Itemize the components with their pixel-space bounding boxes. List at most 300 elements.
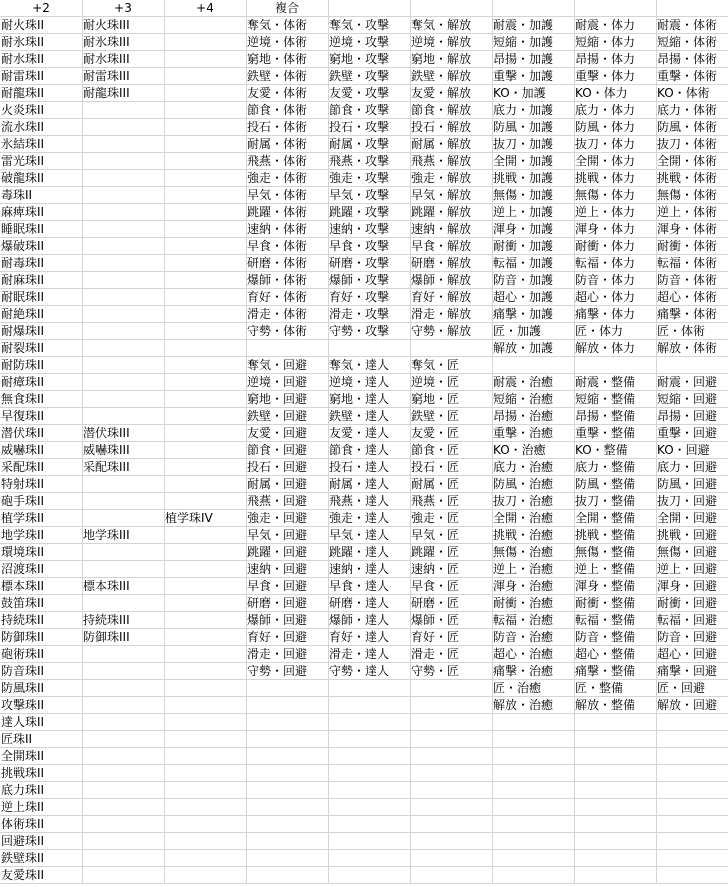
table-cell[interactable]: 爆師・攻撃 <box>329 273 390 287</box>
table-cell[interactable] <box>164 357 246 374</box>
table-cell[interactable] <box>328 748 410 765</box>
table-cell[interactable] <box>492 782 574 799</box>
table-cell[interactable] <box>82 187 164 204</box>
table-cell[interactable]: 昂揚・整備 <box>575 409 636 423</box>
table-cell[interactable]: 短縮・体術 <box>657 35 718 49</box>
table-cell[interactable]: 昂揚・体力 <box>575 52 636 66</box>
table-cell[interactable] <box>82 221 164 238</box>
table-cell[interactable]: 逆上・加護 <box>493 205 554 219</box>
table-cell[interactable]: KO・体力 <box>575 86 628 100</box>
table-cell[interactable] <box>492 799 574 816</box>
table-cell[interactable]: 耐眠珠II <box>1 290 45 304</box>
table-cell[interactable]: 窮地・体術 <box>247 52 308 66</box>
table-cell[interactable] <box>82 476 164 493</box>
table-cell[interactable] <box>492 867 574 884</box>
table-cell[interactable]: 守勢・達人 <box>329 664 390 678</box>
table-cell[interactable]: 挑戦・体力 <box>575 171 636 185</box>
table-cell[interactable] <box>328 680 410 697</box>
table-cell[interactable] <box>82 561 164 578</box>
table-cell[interactable] <box>82 663 164 680</box>
table-cell[interactable]: 速納・解放 <box>411 222 472 236</box>
table-cell[interactable] <box>656 816 728 833</box>
table-cell[interactable]: 耐麻珠II <box>1 273 45 287</box>
table-cell[interactable] <box>246 867 328 884</box>
table-cell[interactable]: 投石・回避 <box>247 460 308 474</box>
table-cell[interactable]: 窮地・達人 <box>329 392 390 406</box>
table-cell[interactable]: 節食・回避 <box>247 443 308 457</box>
table-cell[interactable] <box>410 731 492 748</box>
table-cell[interactable]: 痛撃・整備 <box>575 664 636 678</box>
table-cell[interactable]: 守勢・回避 <box>247 664 308 678</box>
table-cell[interactable]: 守勢・解放 <box>411 324 472 338</box>
table-cell[interactable]: 跳躍・匠 <box>411 545 460 559</box>
table-cell[interactable] <box>410 748 492 765</box>
table-cell[interactable] <box>164 544 246 561</box>
table-cell[interactable]: 解放・体力 <box>575 341 636 355</box>
table-cell[interactable] <box>246 697 328 714</box>
table-cell[interactable]: 環境珠II <box>1 545 45 559</box>
table-cell[interactable] <box>164 595 246 612</box>
table-cell[interactable] <box>328 867 410 884</box>
table-cell[interactable] <box>164 221 246 238</box>
table-cell[interactable] <box>82 714 164 731</box>
table-cell[interactable]: 短縮・治癒 <box>493 392 554 406</box>
table-cell[interactable]: 速納・匠 <box>411 562 460 576</box>
table-cell[interactable]: 痛撃・加護 <box>493 307 554 321</box>
table-cell[interactable]: 奪気・体術 <box>247 18 308 32</box>
table-cell[interactable]: KO・回避 <box>657 443 710 457</box>
table-cell[interactable] <box>164 323 246 340</box>
table-cell[interactable]: 解放・回避 <box>657 698 718 712</box>
table-cell[interactable]: 育好・回避 <box>247 630 308 644</box>
table-cell[interactable]: 研磨・回避 <box>247 596 308 610</box>
table-cell[interactable] <box>164 204 246 221</box>
header-cell[interactable]: +2 <box>32 1 50 15</box>
table-cell[interactable]: 爆師・回避 <box>247 613 308 627</box>
table-cell[interactable]: 耐震・回避 <box>657 375 718 389</box>
table-cell[interactable]: 跳躍・回避 <box>247 545 308 559</box>
table-cell[interactable] <box>246 748 328 765</box>
table-cell[interactable]: 逆境・回避 <box>247 375 308 389</box>
table-cell[interactable]: 重撃・体力 <box>575 69 636 83</box>
table-cell[interactable]: 昂揚・治癒 <box>493 409 554 423</box>
table-cell[interactable]: 挑戦・体術 <box>657 171 718 185</box>
table-cell[interactable] <box>82 646 164 663</box>
table-cell[interactable] <box>574 748 656 765</box>
table-cell[interactable]: 逆上・整備 <box>575 562 636 576</box>
table-cell[interactable]: 匠・整備 <box>575 681 624 695</box>
table-cell[interactable]: 全開・体力 <box>575 154 636 168</box>
table-cell[interactable] <box>656 765 728 782</box>
table-cell[interactable] <box>246 799 328 816</box>
table-cell[interactable] <box>492 816 574 833</box>
table-cell[interactable]: 節食・体術 <box>247 103 308 117</box>
table-cell[interactable] <box>492 833 574 850</box>
table-cell[interactable]: 耐龍珠II <box>1 86 45 100</box>
header-cell[interactable] <box>492 0 574 17</box>
table-cell[interactable]: 短縮・回避 <box>657 392 718 406</box>
table-cell[interactable] <box>164 748 246 765</box>
table-cell[interactable]: 回避珠II <box>1 834 45 848</box>
table-cell[interactable] <box>328 340 410 357</box>
table-cell[interactable]: 強走・回避 <box>247 511 308 525</box>
table-cell[interactable] <box>164 850 246 867</box>
table-cell[interactable]: 耐衝・回避 <box>657 596 718 610</box>
table-cell[interactable] <box>246 782 328 799</box>
table-cell[interactable]: 沼渡珠II <box>1 562 45 576</box>
table-cell[interactable] <box>164 119 246 136</box>
table-cell[interactable]: 早気・解放 <box>411 188 472 202</box>
table-cell[interactable] <box>164 68 246 85</box>
table-cell[interactable]: 耐裂珠II <box>1 341 45 355</box>
table-cell[interactable]: 地学珠II <box>1 528 45 542</box>
table-cell[interactable]: 窮地・回避 <box>247 392 308 406</box>
table-cell[interactable]: 防御珠III <box>83 630 130 644</box>
table-cell[interactable] <box>164 425 246 442</box>
table-cell[interactable] <box>164 102 246 119</box>
table-cell[interactable]: 抜刀・整備 <box>575 494 636 508</box>
table-cell[interactable]: 転福・体力 <box>575 256 636 270</box>
table-cell[interactable]: 防音・加護 <box>493 273 554 287</box>
table-cell[interactable] <box>164 782 246 799</box>
table-cell[interactable] <box>410 816 492 833</box>
table-cell[interactable]: 防風・体力 <box>575 120 636 134</box>
table-cell[interactable]: 植学珠II <box>1 511 45 525</box>
table-cell[interactable]: 逆上・体術 <box>657 205 718 219</box>
table-cell[interactable]: 全開・体術 <box>657 154 718 168</box>
table-cell[interactable]: 研磨・匠 <box>411 596 460 610</box>
table-cell[interactable] <box>82 510 164 527</box>
table-cell[interactable]: 耐衝・治癒 <box>493 596 554 610</box>
table-cell[interactable]: 投石・体術 <box>247 120 308 134</box>
table-cell[interactable]: 痛撃・治癒 <box>493 664 554 678</box>
table-cell[interactable]: 匠珠II <box>1 732 33 746</box>
table-cell[interactable] <box>574 850 656 867</box>
table-cell[interactable] <box>574 731 656 748</box>
table-cell[interactable] <box>328 833 410 850</box>
table-cell[interactable] <box>82 731 164 748</box>
table-cell[interactable]: 耐属・匠 <box>411 477 460 491</box>
table-cell[interactable] <box>164 442 246 459</box>
table-cell[interactable]: 耐氷珠III <box>83 35 130 49</box>
table-cell[interactable]: 耐水珠II <box>1 52 45 66</box>
table-cell[interactable] <box>82 493 164 510</box>
table-cell[interactable] <box>164 765 246 782</box>
table-cell[interactable] <box>164 85 246 102</box>
table-cell[interactable]: 防風・回避 <box>657 477 718 491</box>
table-cell[interactable]: 耐属・体術 <box>247 137 308 151</box>
table-cell[interactable]: 短縮・体力 <box>575 35 636 49</box>
table-cell[interactable]: 耐爆珠II <box>1 324 45 338</box>
table-cell[interactable]: 防音・体術 <box>657 273 718 287</box>
table-cell[interactable]: 防音珠II <box>1 664 45 678</box>
table-cell[interactable]: 友愛珠II <box>1 868 45 882</box>
table-cell[interactable]: 防風・整備 <box>575 477 636 491</box>
table-cell[interactable]: 守勢・匠 <box>411 664 460 678</box>
table-cell[interactable]: 氷結珠II <box>1 137 45 151</box>
table-cell[interactable] <box>492 357 574 374</box>
table-cell[interactable]: 奪気・解放 <box>411 18 472 32</box>
table-cell[interactable]: 早食・攻撃 <box>329 239 390 253</box>
table-cell[interactable] <box>82 204 164 221</box>
table-cell[interactable]: 防音・体力 <box>575 273 636 287</box>
table-cell[interactable]: 全開・整備 <box>575 511 636 525</box>
table-cell[interactable] <box>82 272 164 289</box>
table-cell[interactable]: 無傷・体力 <box>575 188 636 202</box>
table-cell[interactable] <box>82 306 164 323</box>
table-cell[interactable] <box>82 323 164 340</box>
table-cell[interactable] <box>164 306 246 323</box>
table-cell[interactable] <box>328 697 410 714</box>
table-cell[interactable]: 超心・加護 <box>493 290 554 304</box>
table-cell[interactable]: 痛撃・体術 <box>657 307 718 321</box>
table-cell[interactable]: 短縮・整備 <box>575 392 636 406</box>
table-cell[interactable] <box>164 629 246 646</box>
table-cell[interactable]: 流水珠II <box>1 120 45 134</box>
table-cell[interactable]: 早気・回避 <box>247 528 308 542</box>
table-cell[interactable]: 全開珠II <box>1 749 45 763</box>
table-cell[interactable]: 防風珠II <box>1 681 45 695</box>
table-cell[interactable] <box>410 833 492 850</box>
table-cell[interactable]: 奪気・攻撃 <box>329 18 390 32</box>
table-cell[interactable]: 渾身・体術 <box>657 222 718 236</box>
table-cell[interactable] <box>164 289 246 306</box>
table-cell[interactable]: 奪気・匠 <box>411 358 460 372</box>
table-cell[interactable]: 飛燕・解放 <box>411 154 472 168</box>
table-cell[interactable]: 無傷・治癒 <box>493 545 554 559</box>
table-cell[interactable]: 威嚇珠III <box>83 443 130 457</box>
table-cell[interactable] <box>328 816 410 833</box>
table-cell[interactable]: 育好・達人 <box>329 630 390 644</box>
table-cell[interactable]: 耐絶珠II <box>1 307 45 321</box>
table-cell[interactable] <box>656 748 728 765</box>
table-cell[interactable]: 底力・体力 <box>575 103 636 117</box>
table-cell[interactable]: 無傷・体術 <box>657 188 718 202</box>
table-cell[interactable] <box>82 595 164 612</box>
table-cell[interactable]: 昂揚・回避 <box>657 409 718 423</box>
table-cell[interactable]: 挑戦・整備 <box>575 528 636 542</box>
header-cell[interactable]: +4 <box>196 1 214 15</box>
table-cell[interactable]: 抜刀・回避 <box>657 494 718 508</box>
table-cell[interactable]: 防御珠II <box>1 630 45 644</box>
table-cell[interactable]: 転福・体術 <box>657 256 718 270</box>
table-cell[interactable]: 耐火珠II <box>1 18 45 32</box>
table-cell[interactable] <box>246 850 328 867</box>
table-cell[interactable] <box>164 391 246 408</box>
table-cell[interactable]: 強走・体術 <box>247 171 308 185</box>
table-cell[interactable] <box>82 255 164 272</box>
table-cell[interactable]: 耐衝・体力 <box>575 239 636 253</box>
table-cell[interactable] <box>246 714 328 731</box>
table-cell[interactable]: 耐震・体術 <box>657 18 718 32</box>
table-cell[interactable]: 鉄壁・解放 <box>411 69 472 83</box>
table-cell[interactable]: 匠・回避 <box>657 681 706 695</box>
table-cell[interactable] <box>164 153 246 170</box>
table-cell[interactable]: 達人珠II <box>1 715 45 729</box>
table-cell[interactable]: 爆破珠II <box>1 239 45 253</box>
table-cell[interactable]: 解放・体術 <box>657 341 718 355</box>
table-cell[interactable]: 解放・治癒 <box>493 698 554 712</box>
table-cell[interactable] <box>82 748 164 765</box>
table-cell[interactable] <box>82 391 164 408</box>
table-cell[interactable]: 無傷・加護 <box>493 188 554 202</box>
table-cell[interactable]: 潜伏珠II <box>1 426 45 440</box>
table-cell[interactable] <box>410 340 492 357</box>
table-cell[interactable]: 底力・回避 <box>657 460 718 474</box>
table-cell[interactable] <box>164 17 246 34</box>
table-cell[interactable]: 毒珠II <box>1 188 33 202</box>
table-cell[interactable] <box>82 170 164 187</box>
table-cell[interactable] <box>164 527 246 544</box>
table-cell[interactable]: 鉄壁珠II <box>1 851 45 865</box>
table-cell[interactable]: 速納・達人 <box>329 562 390 576</box>
table-cell[interactable]: 育好・攻撃 <box>329 290 390 304</box>
table-cell[interactable]: 爆師・達人 <box>329 613 390 627</box>
table-cell[interactable]: 鼓笛珠II <box>1 596 45 610</box>
table-cell[interactable]: 底力・整備 <box>575 460 636 474</box>
table-cell[interactable]: 守勢・攻撃 <box>329 324 390 338</box>
table-cell[interactable]: 逆上・治癒 <box>493 562 554 576</box>
table-cell[interactable]: 超心・体力 <box>575 290 636 304</box>
table-cell[interactable] <box>82 816 164 833</box>
table-cell[interactable]: 地学珠III <box>83 528 130 542</box>
table-cell[interactable] <box>164 374 246 391</box>
table-cell[interactable] <box>410 680 492 697</box>
table-cell[interactable] <box>328 850 410 867</box>
table-cell[interactable]: 渾身・体力 <box>575 222 636 236</box>
table-cell[interactable]: 転福・加護 <box>493 256 554 270</box>
table-cell[interactable]: 投石・達人 <box>329 460 390 474</box>
table-cell[interactable] <box>82 153 164 170</box>
table-cell[interactable]: 痛撃・回避 <box>657 664 718 678</box>
table-cell[interactable] <box>82 119 164 136</box>
table-cell[interactable] <box>574 867 656 884</box>
table-cell[interactable] <box>656 782 728 799</box>
table-cell[interactable]: 昂揚・体術 <box>657 52 718 66</box>
table-cell[interactable]: 抜刀・体力 <box>575 137 636 151</box>
table-cell[interactable] <box>164 697 246 714</box>
table-cell[interactable]: 耐龍珠III <box>83 86 130 100</box>
table-cell[interactable] <box>656 867 728 884</box>
table-cell[interactable]: 滑走・回避 <box>247 647 308 661</box>
table-cell[interactable]: 早食・体術 <box>247 239 308 253</box>
table-cell[interactable]: 挑戦・治癒 <box>493 528 554 542</box>
table-cell[interactable]: 跳躍・達人 <box>329 545 390 559</box>
table-cell[interactable] <box>492 850 574 867</box>
header-cell[interactable] <box>410 0 492 17</box>
table-cell[interactable]: 逆上・体力 <box>575 205 636 219</box>
table-cell[interactable] <box>246 833 328 850</box>
table-cell[interactable]: 友愛・回避 <box>247 426 308 440</box>
table-cell[interactable]: 重撃・体術 <box>657 69 718 83</box>
table-cell[interactable]: 耐雷珠II <box>1 69 45 83</box>
table-cell[interactable] <box>410 867 492 884</box>
table-cell[interactable] <box>246 731 328 748</box>
table-cell[interactable]: 早気・匠 <box>411 528 460 542</box>
table-cell[interactable]: 破龍珠II <box>1 171 45 185</box>
table-cell[interactable]: 抜刀・体術 <box>657 137 718 151</box>
table-cell[interactable]: 火炎珠II <box>1 103 45 117</box>
table-cell[interactable]: 爆師・解放 <box>411 273 472 287</box>
header-cell[interactable]: 複合 <box>274 1 299 15</box>
table-cell[interactable]: 耐衝・加護 <box>493 239 554 253</box>
table-cell[interactable]: 強走・達人 <box>329 511 390 525</box>
table-cell[interactable] <box>164 340 246 357</box>
table-cell[interactable]: 速納・攻撃 <box>329 222 390 236</box>
header-cell[interactable] <box>328 0 410 17</box>
table-cell[interactable]: 守勢・体術 <box>247 324 308 338</box>
table-cell[interactable]: 投石・解放 <box>411 120 472 134</box>
table-cell[interactable] <box>164 561 246 578</box>
table-cell[interactable]: 早気・達人 <box>329 528 390 542</box>
table-cell[interactable]: 友愛・解放 <box>411 86 472 100</box>
table-cell[interactable] <box>164 867 246 884</box>
table-cell[interactable] <box>164 272 246 289</box>
table-cell[interactable] <box>164 136 246 153</box>
table-cell[interactable]: 鉄壁・達人 <box>329 409 390 423</box>
table-cell[interactable] <box>164 238 246 255</box>
table-cell[interactable] <box>246 765 328 782</box>
table-cell[interactable] <box>82 833 164 850</box>
table-cell[interactable] <box>410 782 492 799</box>
table-cell[interactable]: 飛燕・回避 <box>247 494 308 508</box>
table-cell[interactable] <box>492 748 574 765</box>
table-cell[interactable]: 麻痺珠II <box>1 205 45 219</box>
table-cell[interactable] <box>164 680 246 697</box>
table-cell[interactable]: 標本珠II <box>1 579 45 593</box>
table-cell[interactable] <box>82 136 164 153</box>
table-cell[interactable]: 滑走・体術 <box>247 307 308 321</box>
table-cell[interactable]: 強走・解放 <box>411 171 472 185</box>
table-cell[interactable]: 節食・達人 <box>329 443 390 457</box>
table-cell[interactable]: 飛燕・達人 <box>329 494 390 508</box>
table-cell[interactable]: 底力珠II <box>1 783 45 797</box>
table-cell[interactable] <box>328 782 410 799</box>
table-cell[interactable]: KO・治癒 <box>493 443 546 457</box>
table-cell[interactable] <box>82 867 164 884</box>
table-cell[interactable] <box>492 714 574 731</box>
table-cell[interactable]: 采配珠II <box>1 460 45 474</box>
table-cell[interactable]: 育好・体術 <box>247 290 308 304</box>
table-cell[interactable]: 転福・回避 <box>657 613 718 627</box>
table-cell[interactable]: 鉄壁・体術 <box>247 69 308 83</box>
table-cell[interactable]: 奪気・達人 <box>329 358 390 372</box>
table-cell[interactable]: 早食・解放 <box>411 239 472 253</box>
header-cell[interactable] <box>656 0 728 17</box>
table-cell[interactable]: 耐瘴珠II <box>1 375 45 389</box>
table-cell[interactable] <box>492 765 574 782</box>
table-cell[interactable] <box>164 833 246 850</box>
table-cell[interactable]: 逆境・達人 <box>329 375 390 389</box>
table-cell[interactable]: 睡眠珠II <box>1 222 45 236</box>
table-cell[interactable] <box>164 578 246 595</box>
table-cell[interactable]: 鉄壁・回避 <box>247 409 308 423</box>
table-cell[interactable] <box>82 680 164 697</box>
table-cell[interactable]: 底力・加護 <box>493 103 554 117</box>
table-cell[interactable]: 抜刀・加護 <box>493 137 554 151</box>
table-cell[interactable]: 植学珠IV <box>165 511 213 525</box>
table-cell[interactable] <box>574 816 656 833</box>
table-cell[interactable]: 研磨・攻撃 <box>329 256 390 270</box>
table-cell[interactable]: 匠・体術 <box>657 324 706 338</box>
table-cell[interactable] <box>328 714 410 731</box>
table-cell[interactable]: 耐雷珠III <box>83 69 130 83</box>
table-cell[interactable]: 防音・回避 <box>657 630 718 644</box>
table-cell[interactable] <box>492 731 574 748</box>
table-cell[interactable]: 耐震・体力 <box>575 18 636 32</box>
table-cell[interactable]: 爆師・体術 <box>247 273 308 287</box>
table-cell[interactable] <box>82 765 164 782</box>
